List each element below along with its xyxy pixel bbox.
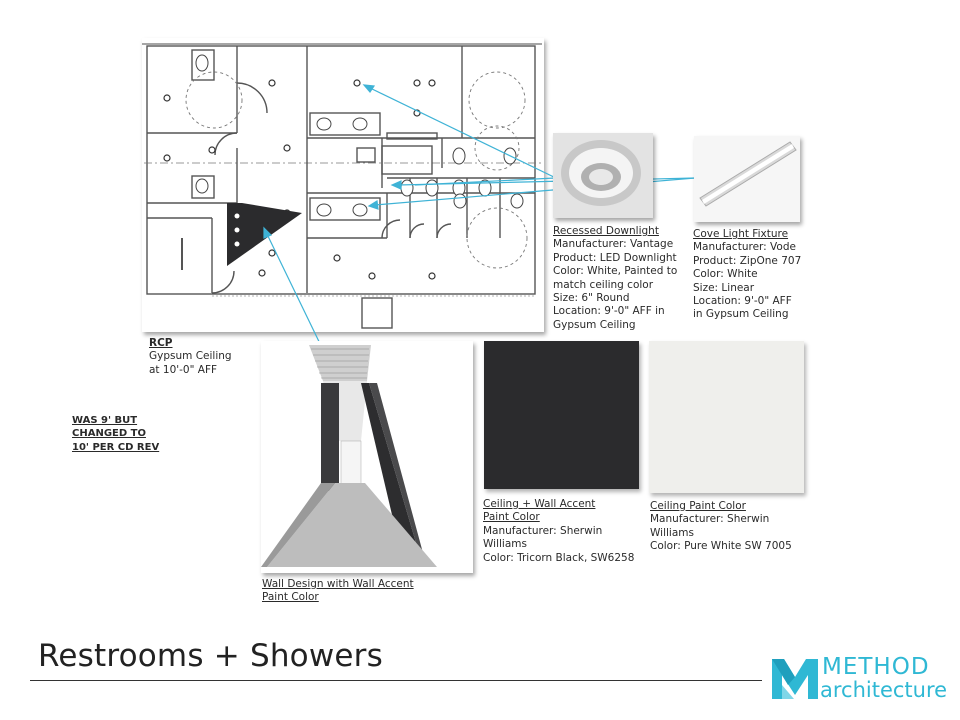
downlight-line: Product: LED Downlight — [553, 251, 677, 264]
wall-design-rendering — [261, 341, 473, 573]
ceiling-paint-title: Ceiling Paint Color — [650, 500, 746, 512]
accent-line: Williams — [483, 538, 527, 551]
downlight-caption — [553, 225, 677, 332]
note-line-3: 10' PER CD REV — [72, 441, 160, 453]
accent-paint-caption — [483, 498, 634, 565]
note-line-1: WAS 9' BUT — [72, 415, 138, 426]
downlight-line: Size: 6" Round — [553, 292, 630, 305]
cove-light-photo — [694, 136, 800, 222]
wall-design-caption — [262, 578, 414, 605]
method-logo-mark — [770, 655, 820, 701]
cove-line: in Gypsum Ceiling — [693, 308, 789, 321]
downlight-line: Gypsum Ceiling — [553, 318, 636, 331]
accent-line: Manufacturer: Sherwin — [483, 524, 603, 537]
cove-line: Manufacturer: Vode — [693, 241, 796, 254]
rcp-title: RCP — [149, 337, 173, 349]
ceiling-paint-line: Williams — [650, 526, 694, 539]
downlight-title: Recessed Downlight — [553, 225, 659, 237]
rcp-line-1: Gypsum Ceiling — [149, 350, 232, 363]
recessed-downlight-photo — [553, 133, 653, 218]
revision-note — [72, 414, 159, 454]
accent-title: Paint Color — [483, 511, 540, 524]
cove-line: Location: 9'-0" AFF — [693, 295, 792, 308]
accent-line: Color: Tricorn Black, SW6258 — [483, 551, 635, 564]
accent-title: Ceiling + Wall Accent — [483, 498, 596, 510]
logo-word-architecture: architecture — [820, 678, 948, 702]
page-title: Restrooms + Showers — [38, 638, 383, 674]
pure-white-swatch — [649, 341, 804, 493]
downlight-line: match ceiling color — [553, 278, 654, 291]
cove-line: Product: ZipOne 707 — [693, 254, 802, 267]
wall-design-title: Wall Design with Wall Accent — [262, 578, 414, 590]
cove-line: Size: Linear — [693, 281, 755, 294]
cove-caption — [693, 228, 801, 322]
downlight-line: Location: 9'-0" AFF in — [553, 305, 665, 318]
logo-word-method: METHOD — [822, 654, 930, 680]
downlight-line: Color: White, Painted to — [553, 265, 678, 278]
cove-title: Cove Light Fixture — [693, 228, 789, 240]
cove-line: Color: White — [693, 268, 758, 281]
wall-design-title: Paint Color — [262, 591, 319, 604]
note-line-2: CHANGED TO — [72, 428, 146, 440]
tricorn-black-swatch — [484, 341, 639, 489]
downlight-line: Manufacturer: Vantage — [553, 238, 674, 251]
rcp-caption — [149, 337, 232, 377]
ceiling-paint-line: Manufacturer: Sherwin — [650, 513, 770, 526]
rcp-line-2: at 10'-0" AFF — [149, 363, 218, 376]
ceiling-paint-caption — [650, 500, 792, 554]
title-rule — [30, 680, 762, 681]
ceiling-paint-line: Color: Pure White SW 7005 — [650, 540, 792, 553]
